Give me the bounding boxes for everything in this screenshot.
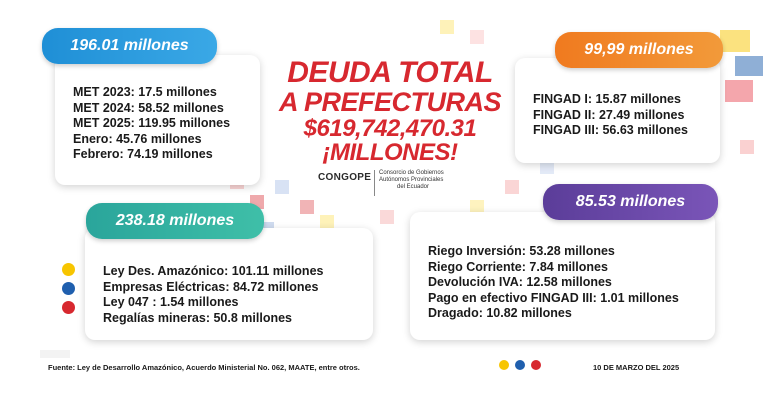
amazonico-row-regalias: Regalías mineras: 50.8 millones — [103, 310, 292, 325]
red-dot — [62, 301, 75, 314]
met-row-enero: Enero: 45.76 millones — [73, 131, 202, 146]
footer-red-dot — [531, 360, 541, 370]
riego-row-dragado: Dragado: 10.82 millones — [428, 306, 572, 320]
amazonico-total-pill: 238.18 millones — [86, 203, 264, 239]
riego-row-iva: Devolución IVA: 12.58 millones — [428, 275, 612, 289]
footer-date: 10 DE MARZO DEL 2025 — [593, 363, 680, 372]
fingad-total-pill: 99,99 millones — [555, 32, 723, 68]
met-row-2023: MET 2023: 17.5 millones — [73, 85, 217, 99]
page-title-line2: A PREFECTURAS — [278, 87, 501, 117]
footer-blue-dot — [515, 360, 525, 370]
fingad-row-1: FINGAD I: 15.87 millones — [533, 92, 681, 106]
amount-unit: ¡MILLONES! — [322, 139, 458, 166]
footer-yellow-dot — [499, 360, 509, 370]
fingad-card — [515, 58, 720, 163]
amazonico-row-ley: Ley Des. Amazónico: 101.11 millones — [103, 264, 324, 278]
amazonico-row-electricas: Empresas Eléctricas: 84.72 millones — [103, 279, 319, 294]
met-total-pill: 196.01 millones — [42, 28, 217, 64]
amazonico-row-047: Ley 047 : 1.54 millones — [103, 295, 239, 309]
met-row-febrero: Febrero: 74.19 millones — [73, 147, 213, 161]
total-amount: $619,742,470.31 — [303, 115, 477, 142]
page-title-line1: DEUDA TOTAL — [287, 56, 493, 89]
riego-list — [428, 244, 679, 322]
logo-divider — [374, 170, 375, 196]
met-row-2024: MET 2024: 58.52 millones — [73, 100, 224, 115]
yellow-dot — [62, 263, 75, 276]
riego-total-pill: 85.53 millones — [543, 184, 718, 220]
met-card — [55, 55, 260, 185]
amazonico-card — [85, 228, 373, 340]
met-list — [73, 85, 230, 163]
met-row-2025: MET 2025: 119.95 millones — [73, 116, 231, 130]
riego-card — [410, 212, 715, 340]
congope-logo-mark: CONGOPE — [318, 172, 372, 183]
logo-subtitle: Consorcio de Gobiernos Autónomos Provinciales del Ecuador — [379, 170, 444, 190]
riego-row-inversion: Riego Inversión: 53.28 millones — [428, 244, 615, 258]
blue-dot — [62, 282, 75, 295]
congope-logo — [318, 168, 483, 198]
fingad-row-2: FINGAD II: 27.49 millones — [533, 107, 685, 122]
fingad-list — [533, 92, 688, 139]
fingad-row-3: FINGAD III: 56.63 millones — [533, 123, 688, 137]
riego-row-pago: Pago en efectivo FINGAD III: 1.01 millones — [428, 290, 679, 305]
footer-source: Fuente: Ley de Desarrollo Amazónico, Acuerdo Ministerial No. 062, MAATE, entre otros. — [48, 363, 360, 372]
amazonico-list — [103, 264, 323, 326]
riego-row-corriente: Riego Corriente: 7.84 millones — [428, 259, 608, 274]
